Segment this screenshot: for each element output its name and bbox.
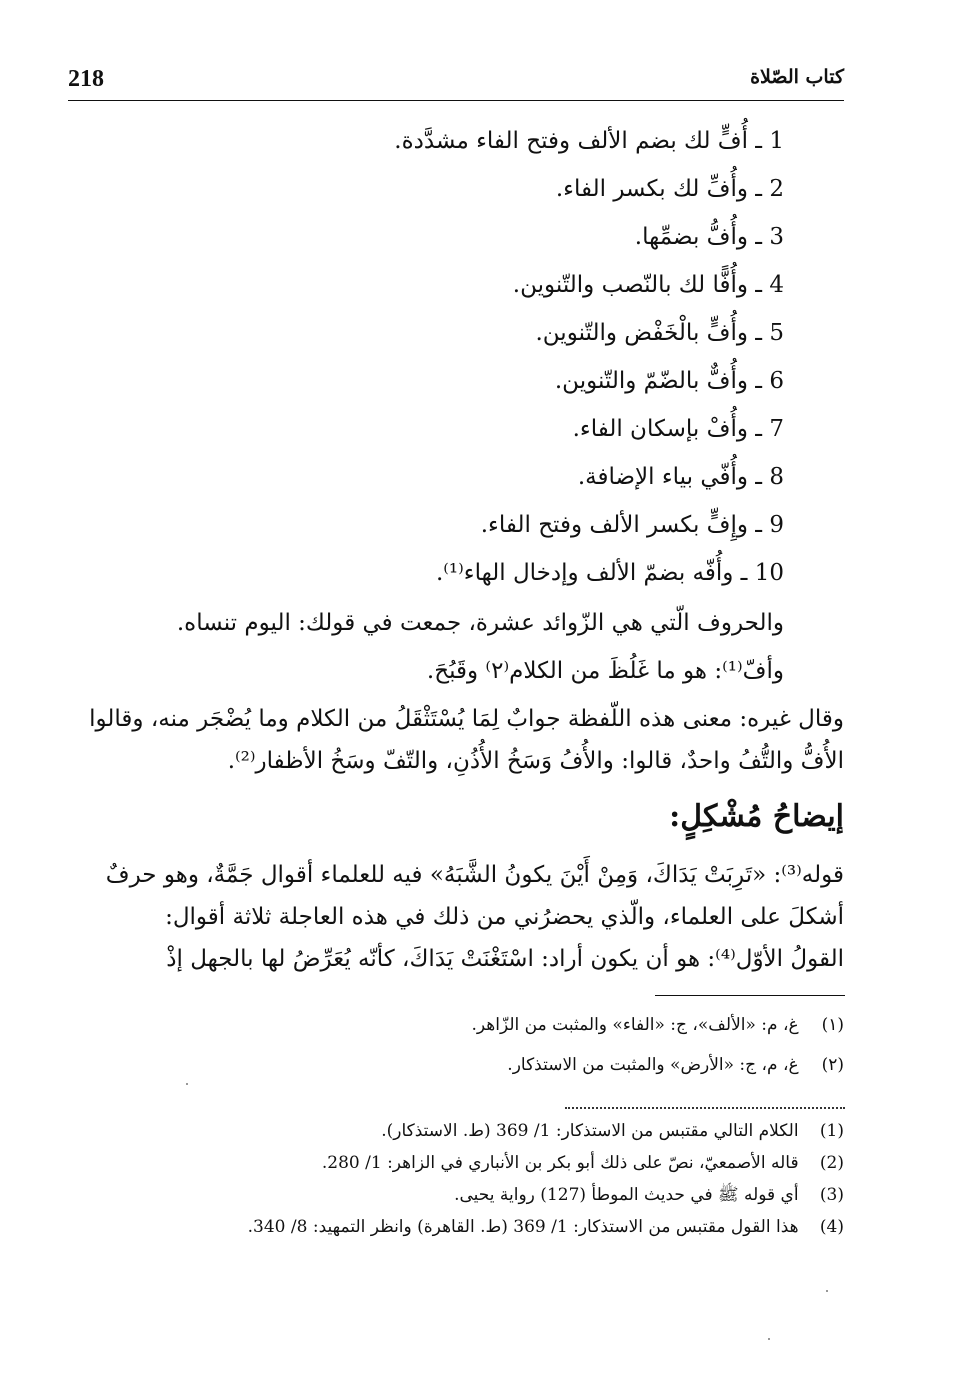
list-item: 4 ـ وأُفًّا لك بالنّصب والتّنوين. [512, 272, 784, 298]
variant-note-number: (١) [821, 1015, 844, 1035]
section-line3: القولُ الأوّل⁽⁴⁾: هو أن يكون أراد: اسْتَغْنَتْ يَدَاكَ، كأنّه يُعَرِّضُ لها بالجهل إذْ [166, 946, 844, 972]
footnote-number: (3) [819, 1185, 844, 1205]
paragraph-letters: والحروف الّتي هي الزّوائد عشرة، جمعت في قولك: اليوم تنساه. [176, 610, 784, 636]
footnote-dotted-divider [565, 1107, 845, 1109]
footnote-number: (1) [819, 1121, 844, 1141]
list-item: 1 ـ أُفٍّ لك بضم الألف وفتح الفاء مشدَّدة. [394, 128, 784, 154]
footnote-number: (4) [819, 1217, 844, 1237]
variant-note-text: غ، م: «الألف»، ج: «الفاء» والمثبت من الزّاهر. [471, 1015, 799, 1035]
footnote [454, 1182, 844, 1208]
list-item: 10 ـ وأُفّه بضمّ الألف وإدخال الهاء⁽¹⁾. [435, 560, 784, 586]
footnote-number: (2) [819, 1153, 844, 1173]
footnote [381, 1118, 844, 1144]
page-header [68, 62, 844, 101]
section-line1: قوله⁽³⁾: «تَرِبَتْ يَدَاكَ، وَمِنْ أَيْنَ يكونُ الشَّبَهُ» فيه للعلماء أقوال جَمَّةٌ، وهو حرفٌ [105, 862, 844, 888]
scan-speck [768, 1338, 770, 1340]
variant-note-text: غ، م، ج: «الأرض» والمثبت من الاستذكار. [507, 1055, 799, 1075]
page-number: 218 [68, 66, 104, 92]
paragraph-others-line2: الأُفُّ والتُّفُ واحدٌ، قالوا: والأُفُ وَسَخُ الأُذُنِ، والتّفّ وسَخُ الأظفار⁽²⁾. [227, 748, 844, 774]
section-heading: إيضاحُ مُشْكِلٍ: [669, 799, 844, 834]
footnote-text: قاله الأصمعيّ، نصّ على ذلك أبو بكر بن الأنباري في الزاهر: 1/ 280. [321, 1153, 799, 1173]
list-item: 2 ـ وأُفِّ لك بكسر الفاء. [555, 176, 784, 202]
list-item: 3 ـ وأُفُّ بضمِّها. [634, 224, 784, 250]
footnote-divider [655, 995, 845, 996]
scan-speck [186, 1083, 188, 1085]
list-item: 8 ـ وأُفّي بياء الإضافة. [577, 464, 784, 490]
list-item: 9 ـ وإِفٍّ بكسر الألف وفتح الفاء. [480, 512, 784, 538]
variant-note-number: (٢) [821, 1055, 844, 1075]
list-item: 6 ـ وأُفٌّ بالضّمّ والتّنوين. [554, 368, 784, 394]
footnote-text: أي قوله ﷺ في حديث الموطأ (127) رواية يحيى. [454, 1185, 799, 1205]
footnote [248, 1214, 844, 1240]
footnote-text: الكلام التالي مقتبس من الاستذكار: 1/ 369 (ط. الاستذكار). [381, 1121, 799, 1141]
section-line2: أشكلَ على العلماء، والّذي يحضرُني من ذلك في هذه العاجلة ثلاثة أقوال: [165, 904, 844, 930]
variant-note [507, 1052, 844, 1078]
paragraph-others-line1: وقال غيره: معنى هذه اللّفظة جوابٌ لِمَا يُسْتَثْقَلُ من الكلام وما يُضْجَر منه، وقالوا [89, 706, 844, 732]
variant-note [472, 1012, 844, 1038]
list-item: 7 ـ وأُفْ بإسكان الفاء. [572, 416, 784, 442]
list-item: 5 ـ وأُفٍّ بالْخَفْض والتّنوين. [535, 320, 784, 346]
footnote-text: هذا القول مقتبس من الاستذكار: 1/ 369 (ط. القاهرة) وانظر التمهيد: 8/ 340. [247, 1217, 799, 1237]
running-head: كتاب الصّلاة [750, 66, 844, 88]
paragraph-uff-definition: وأفّ⁽¹⁾: هو ما غَلُظَ من الكلام⁽٢⁾ وقَبُحَ. [426, 658, 784, 684]
footnote [322, 1150, 844, 1176]
scan-speck [826, 1290, 828, 1292]
